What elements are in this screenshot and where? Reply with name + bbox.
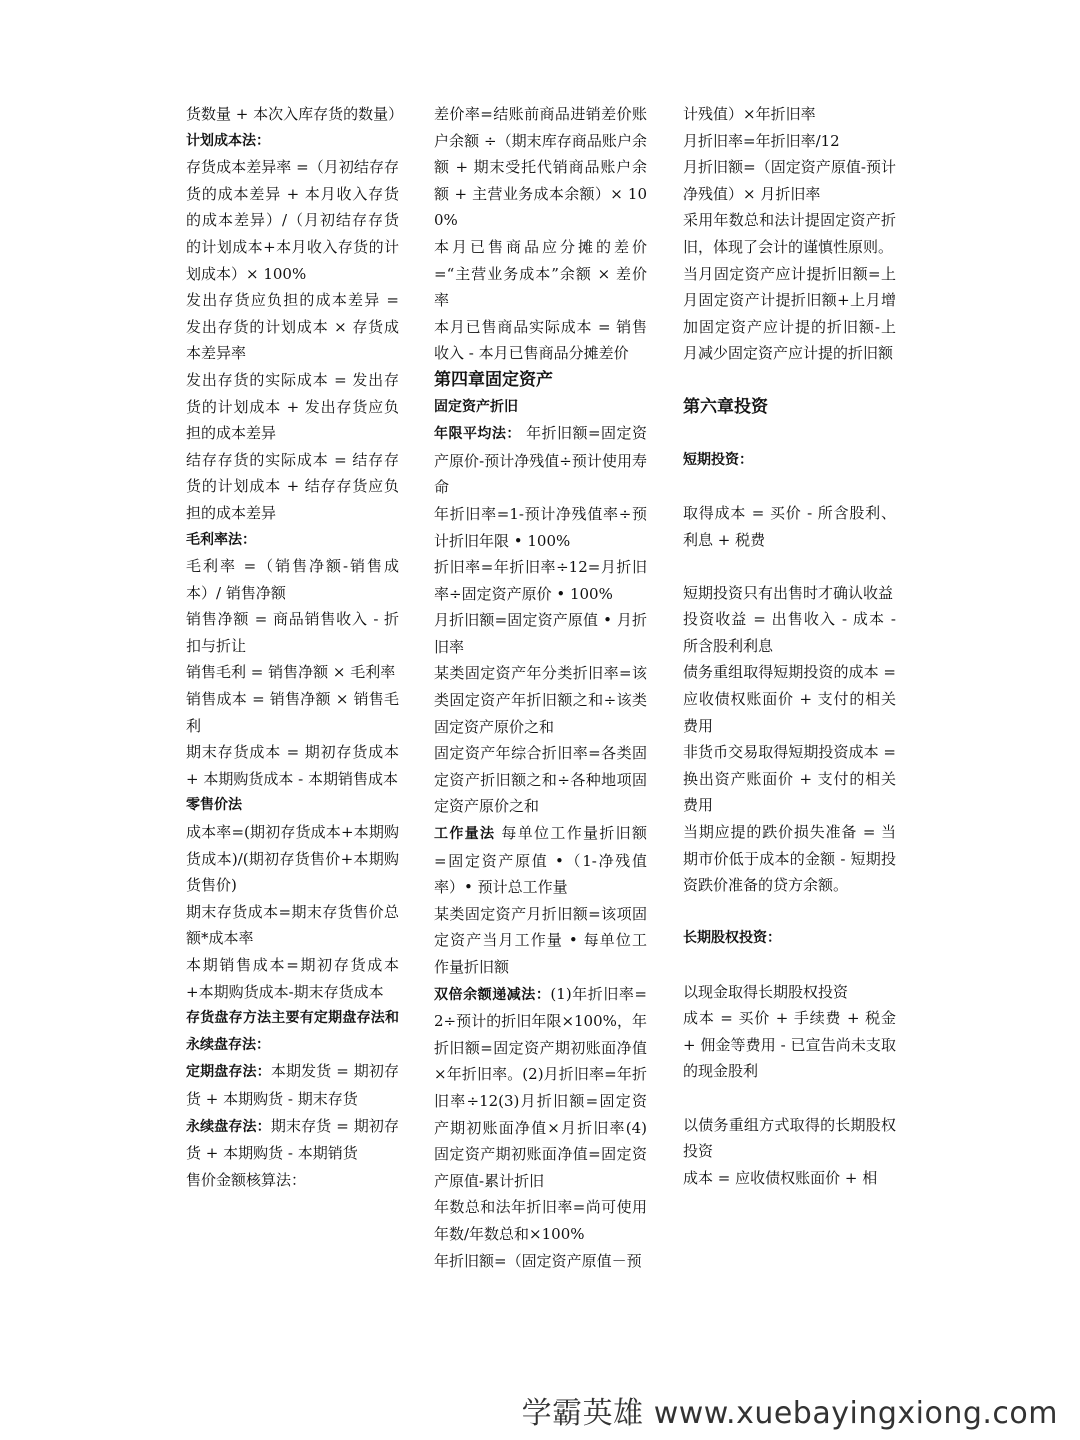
formula-paragraph: 折旧率=年折旧率÷12=月折旧率÷固定资产原价 • 100% — [434, 558, 647, 603]
section-heading: 存货盘存方法主要有定期盘存法和永续盘存法： — [186, 1010, 399, 1053]
formula-paragraph: 货数量 + 本次入库存货的数量） — [186, 105, 404, 123]
formula-paragraph — [434, 420, 647, 501]
section-heading: 短期投资： — [683, 451, 753, 468]
spacer — [683, 1085, 896, 1112]
formula-paragraph: 成本 = 买价 + 手续费 + 税金 + 佣金等费用 - 已宣告尚未支取的现金股利 — [683, 1009, 896, 1081]
formula-paragraph: 固定资产年综合折旧率=各类固定资产折旧额之和÷各种地项固定资产原价之和 — [434, 744, 647, 816]
formula-paragraph: 成本率=(期初存货成本+本期购货成本)/(期初存货售价+本期购货售价) — [186, 823, 399, 895]
formula-paragraph — [186, 1113, 399, 1167]
spacer — [683, 553, 896, 580]
formula-paragraph: 差价率=结账前商品进销差价账户余额 ÷（期末库存商品账户余额 + 期末受托代销商品账户余额 + 主营业务成本余额）× 100% — [434, 105, 647, 230]
formula-paragraph: 以债务重组方式取得的长期股权投资 — [683, 1115, 896, 1161]
formula-text: 本期发货 = 期初存货 + 本期购货 - 期末存货 — [186, 1062, 399, 1108]
formula-paragraph: 年折旧额=（固定资产原值－预 — [434, 1251, 642, 1270]
formula-paragraph: 结存存货的实际成本 = 结存存货的计划成本 + 结存存货应负担的成本差异 — [186, 450, 399, 522]
chapter-heading: 第四章固定资产 — [434, 369, 553, 390]
formula-paragraph: 期末存货成本 = 期初存货成本 + 本期购货成本 - 本期销售成本 — [186, 743, 399, 788]
formula-paragraph — [186, 1058, 399, 1112]
formula-paragraph: 月折旧额=固定资产原值 • 月折旧率 — [434, 611, 647, 656]
section-heading: 固定资产折旧 — [434, 398, 518, 415]
formula-paragraph: 售价金额核算法： — [186, 1170, 307, 1189]
footer-watermark: 学霸英雄 www.xuebayingxiong.com — [521, 1396, 1058, 1431]
formula-paragraph: 当月固定资产应计提折旧额=上月固定资产计提折旧额+上月增加固定资产应计提的折旧额-上月减少固定资产应计提的折旧额 — [683, 264, 896, 363]
formula-paragraph: 月折旧率=年折旧率/12 — [683, 131, 840, 150]
spacer — [683, 367, 896, 394]
formula-paragraph: 成本 = 应收债权账面价 + 相 — [683, 1168, 878, 1187]
formula-paragraph: 年折旧率=1-预计净残值率÷预计折旧年限 • 100% — [434, 504, 647, 550]
formula-paragraph: 非货币交易取得短期投资成本 = 换出资产账面价 + 支付的相关费用 — [683, 743, 896, 815]
formula-paragraph — [434, 820, 647, 901]
method-label: 双倍余额递减法： — [434, 986, 551, 1003]
formula-paragraph: 本月已售商品实际成本 = 销售收入 - 本月已售商品分摊差价 — [434, 317, 647, 363]
formula-paragraph: 销售毛利 = 销售净额 × 毛利率 — [186, 663, 396, 682]
spacer — [683, 420, 896, 447]
column-left — [186, 101, 404, 1193]
formula-paragraph: 毛利率 =（销售净额-销售成本）/ 销售净额 — [186, 557, 399, 602]
spacer — [683, 899, 896, 926]
formula-paragraph: 期末存货成本=期末存货售价总额*成本率 — [186, 902, 399, 948]
formula-paragraph: 当期应提的跌价损失准备 = 当期市价低于成本的金额 - 短期投资跌价准备的贷方余额。 — [683, 823, 896, 895]
chapter-heading: 第六章投资 — [683, 396, 768, 417]
method-label: 永续盘存法： — [186, 1118, 271, 1135]
method-label: 工作量法 — [434, 826, 496, 843]
formula-paragraph: 本期销售成本=期初存货成本+本期购货成本-期末存货成本 — [186, 956, 399, 1001]
formula-paragraph: 发出存货应负担的成本差异 = 发出存货的计划成本 × 存货成本差异率 — [186, 291, 399, 363]
formula-paragraph: 存货成本差异率 =（月初结存存货的成本差异 + 本月收入存货的成本差异）/（月初结存存货的计划成本+本月收入存货的计划成本）× 100% — [186, 158, 399, 283]
section-heading: 计划成本法： — [186, 132, 270, 149]
method-label: 年限平均法： — [434, 426, 521, 443]
formula-paragraph: 取得成本 = 买价 - 所含股利、利息 + 税费 — [683, 503, 896, 549]
formula-paragraph: 计残值）×年折旧率 — [683, 105, 816, 123]
spacer — [683, 952, 896, 979]
method-label: 定期盘存法： — [186, 1064, 271, 1081]
formula-paragraph: 债务重组取得短期投资的成本 = 应收债权账面价 + 支付的相关费用 — [683, 663, 896, 735]
formula-paragraph: 发出存货的实际成本 = 发出存货的计划成本 + 发出存货应负担的成本差异 — [186, 370, 399, 443]
formula-paragraph: 采用年数总和法计提固定资产折旧，体现了会计的谨慎性原则。 — [683, 211, 896, 256]
section-heading: 毛利率法： — [186, 531, 256, 548]
formula-paragraph: 以现金取得长期股权投资 — [683, 982, 849, 1001]
formula-paragraph: 某类固定资产月折旧额=该项固定资产当月工作量 • 每单位工作量折旧额 — [434, 904, 647, 976]
formula-paragraph — [434, 981, 647, 1195]
formula-paragraph: 本月已售商品应分摊的差价 =“主营业务成本”余额 × 差价率 — [434, 237, 647, 310]
formula-text: 每单位工作量折旧额 =固定资产原值 •（1-净残值率）• 预计总工作量 — [434, 824, 648, 897]
column-middle — [434, 101, 647, 1274]
formula-paragraph: 某类固定资产年分类折旧率=该类固定资产年折旧额之和÷该类固定资产原价之和 — [434, 664, 647, 736]
formula-text: 期末存货 = 期初存货 + 本期购货 - 本期销货 — [186, 1116, 399, 1163]
column-right — [683, 101, 896, 1191]
formula-paragraph: 销售净额 = 商品销售收入 - 折扣与折让 — [186, 610, 399, 655]
formula-paragraph: 投资收益 = 出售收入 - 成本 - 所含股利利息 — [683, 610, 896, 655]
formula-paragraph: 销售成本 = 销售净额 × 销售毛利 — [186, 690, 399, 735]
formula-text: 年折旧额=固定资产原价-预计净残值÷预计使用寿命 — [434, 424, 648, 497]
formula-paragraph: 月折旧额=（固定资产原值-预计净残值）× 月折旧率 — [683, 158, 896, 203]
section-heading: 长期股权投资： — [683, 930, 781, 947]
formula-paragraph: 短期投资只有出售时才确认收益 — [683, 583, 894, 602]
formula-text: (1)年折旧率=2÷预计的折旧年限×100%，年折旧额=固定资产期初账面净值×年折旧率。(2)月折旧率=年折旧率÷12(3)月折旧额=固定资产期初账面净值×月折旧率(4)固定资产期初账面净值=固定资产原值-累计折旧 — [434, 984, 647, 1190]
formula-paragraph: 年数总和法年折旧率=尚可使用年数/年数总和×100% — [434, 1198, 647, 1243]
spacer — [683, 473, 896, 500]
section-heading: 零售价法 — [186, 797, 242, 814]
